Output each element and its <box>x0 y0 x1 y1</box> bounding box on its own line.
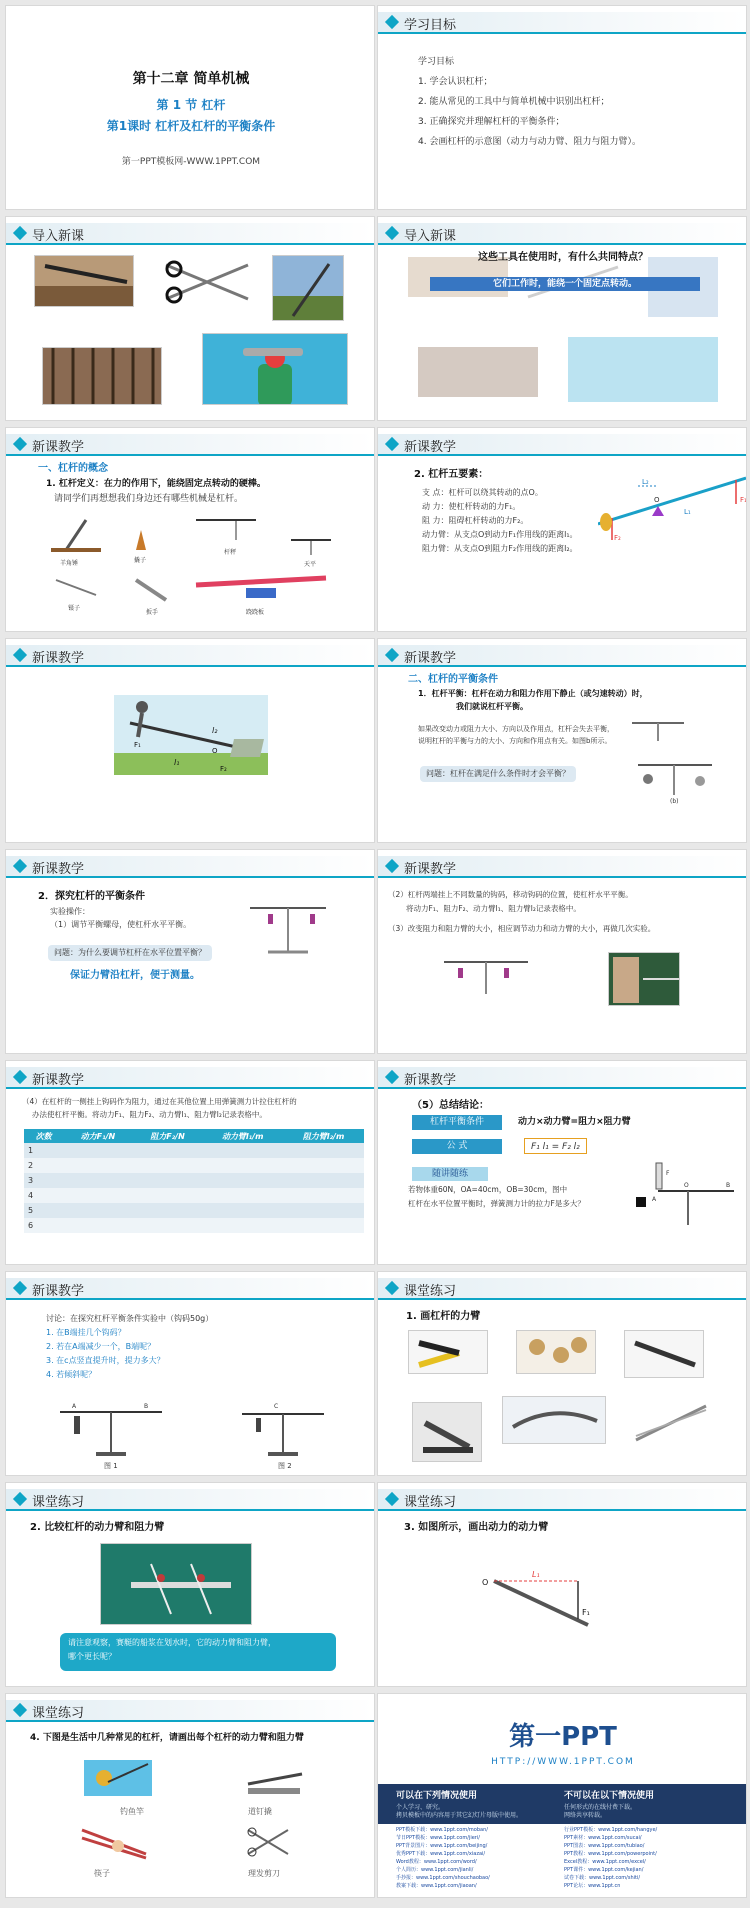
example-label: 撬子 <box>134 557 147 564</box>
diagram-label: C <box>274 1403 279 1410</box>
resource-link[interactable]: PPT课件：www.1ppt.com/kejian/ <box>564 1867 644 1873</box>
diagram-label: l₂ <box>212 726 218 735</box>
section-heading: 3. 如图所示，画出动力的动力臂 <box>404 1522 549 1533</box>
discussion-question: 3. 在c点竖直提升时，提力多大？ <box>46 1356 165 1365</box>
row-index: 3 <box>24 1173 63 1188</box>
column-header: 阻力臂l₂/m <box>283 1129 364 1143</box>
diagram-label: O <box>684 1182 689 1189</box>
pliers-photo <box>408 1330 488 1374</box>
slide-discussion[interactable] <box>5 1271 375 1476</box>
element-line: 动 力：使杠杆转动的力F₁。 <box>422 502 521 511</box>
figure-caption: 图 1 <box>104 1462 118 1470</box>
slide-header <box>6 856 374 878</box>
cutter-photo <box>502 1396 606 1444</box>
section-heading: 1. 画杠杆的力臂 <box>406 1311 481 1322</box>
slide-header <box>6 645 374 667</box>
column-header: 阻力F₂/N <box>133 1129 203 1143</box>
worker-lever-picture <box>114 695 268 775</box>
slide-intro-question[interactable] <box>377 216 747 421</box>
table-row <box>24 1173 364 1188</box>
tweezers-photo <box>630 1400 710 1446</box>
slide-practice-3[interactable] <box>377 1482 747 1687</box>
slide-header <box>6 1067 374 1089</box>
nail-clipper-photo <box>624 1330 704 1378</box>
goal-item: 1. 学会认识杠杆； <box>418 77 493 87</box>
resource-link[interactable]: Word教程：www.1ppt.com/word/ <box>396 1859 477 1865</box>
header-title: 新课教学 <box>32 651 85 666</box>
table-row <box>24 1188 364 1203</box>
formula-text: 动力×动力臂=阻力×阻力臂 <box>518 1117 631 1127</box>
example-label: 羊角锤 <box>60 560 79 567</box>
can-use-item: 拷贝模板中的内容用于其它幻灯片母版中使用。 <box>396 1812 523 1819</box>
resource-link[interactable]: PPT素材：www.1ppt.com/sucai/ <box>564 1835 642 1841</box>
question-text: 这些工具在使用时，有什么共同特点？ <box>478 252 648 263</box>
crowbar-image <box>242 1770 306 1800</box>
slide-experiment-steps[interactable] <box>377 849 747 1054</box>
slide-data-table[interactable] <box>5 1060 375 1265</box>
paragraph-text: 说明杠杆的平衡与力的大小、方向和作用点有关。如图b所示。 <box>418 737 612 745</box>
column-header: 动力臂l₁/m <box>202 1129 283 1143</box>
diagram-label: L₂ <box>642 478 649 486</box>
discussion-question: 2. 若在A端减少一个，B端呢？ <box>46 1342 156 1351</box>
slide-header <box>378 12 746 34</box>
table-header-row <box>24 1129 364 1143</box>
pruner-photo <box>272 255 344 321</box>
header-title: 新课教学 <box>32 862 85 877</box>
header-title: 新课教学 <box>404 1073 457 1088</box>
practice-tag: 随讲随练 <box>412 1167 488 1181</box>
resource-link[interactable]: PPT背景图片：www.1ppt.com/beijing/ <box>396 1843 488 1849</box>
header-title: 新课教学 <box>404 862 457 877</box>
step-text: （2）杠杆两端挂上不同数量的钩码，移动钩码的位置，使杠杆水平平衡。 <box>388 890 633 899</box>
instruction-text: （4）在杠杆的一侧挂上钩码作为阻力，通过在其他位置上用弹簧测力计拉住杠杆的 <box>22 1097 297 1106</box>
instruction-text: 办法使杠杆平衡。将动力F₁、阻力F₂、动力臂l₁、阻力臂l₂记录表格中。 <box>32 1110 267 1119</box>
hair-scissors-image <box>242 1824 294 1860</box>
section-heading: 2．探究杠杆的平衡条件 <box>38 891 145 902</box>
lever-arm-diagram <box>478 1567 618 1647</box>
tool-label: 理发剪刀 <box>248 1869 280 1878</box>
slide-header <box>378 1278 746 1300</box>
discussion-question: 4. 若倾斜呢？ <box>46 1370 97 1379</box>
diagram-label: B <box>726 1182 731 1189</box>
diagram-label: A <box>652 1196 657 1203</box>
element-line: 动力臂：从支点O到动力F₁作用线的距离l₁。 <box>422 530 578 539</box>
lever-definition: 1. 杠杆定义：在力的作用下，能绕固定点转动的硬棒。 <box>46 479 266 489</box>
discussion-intro: 讨论：在探究杠杆平衡条件实验中（钩码50g） <box>46 1314 214 1323</box>
example-label: 扳手 <box>146 609 159 616</box>
paragraph-text: 如果改变动力或阻力大小、方向以及作用点，杠杆会失去平衡， <box>418 725 614 733</box>
resource-link[interactable]: 优秀PPT下载：www.1ppt.com/xiazai/ <box>396 1851 486 1857</box>
figure-caption: (b) <box>670 798 679 805</box>
slide-header <box>378 856 746 878</box>
diagram-label: F <box>666 1170 670 1177</box>
cannot-use-title: 不可以在以下情况使用 <box>564 1791 655 1801</box>
cannot-use-item: 任何形式的在线付费下载。 <box>564 1804 637 1811</box>
slide-header <box>378 434 746 456</box>
saw-photo <box>34 255 134 307</box>
fishing-rod-image <box>84 1760 152 1796</box>
diagram-label: O <box>482 1578 489 1587</box>
section-title: 第 1 节 杠杆 <box>156 98 226 112</box>
five-elements-diagram <box>598 464 747 544</box>
resource-link[interactable]: PPT图表：www.1ppt.com/tubiao/ <box>564 1843 645 1849</box>
column-header: 次数 <box>24 1129 63 1143</box>
answer-banner: 它们工作时，能绕一个固定点转动。 <box>430 277 700 291</box>
step-text: （1）调节平衡螺母，使杠杆水平平衡。 <box>50 920 192 929</box>
tool-label: 筷子 <box>94 1869 110 1878</box>
resource-link[interactable]: PPT教程：www.1ppt.com/powerpoint/ <box>564 1851 657 1857</box>
row-index: 2 <box>24 1158 63 1173</box>
section-heading: 2. 杠杆五要素： <box>414 469 489 480</box>
can-use-title: 可以在下列情况使用 <box>396 1791 478 1801</box>
slide-practice-1[interactable] <box>377 1271 747 1476</box>
resource-link[interactable]: PPT论坛：www.1ppt.cn <box>564 1883 621 1889</box>
links-area <box>378 1824 747 1898</box>
slide-header <box>378 223 746 245</box>
diagram-label: O <box>212 747 218 755</box>
header-title: 课堂练习 <box>404 1284 457 1299</box>
chopsticks-image <box>78 1824 150 1860</box>
section-heading: 二、杠杆的平衡条件 <box>408 674 498 685</box>
slide-header <box>6 434 374 456</box>
goals-intro: 学习目标 <box>418 57 455 67</box>
chapter-title: 第十二章 简单机械 <box>132 71 250 87</box>
example-label: 天平 <box>304 561 317 568</box>
slide-goals[interactable] <box>377 5 747 210</box>
formula-box: F₁ l₁ = F₂ l₂ <box>524 1138 587 1154</box>
bottle-opener-photo <box>202 333 348 405</box>
resource-link[interactable]: 试卷下载：www.1ppt.com/shiti/ <box>564 1875 641 1881</box>
step-text: （3）改变阻力和阻力臂的大小，相应调节动力和动力臂的大小，再做几次实验。 <box>388 924 656 933</box>
brand-url: HTTP://WWW.1PPT.COM <box>491 1757 635 1767</box>
slide-header <box>378 1067 746 1089</box>
header-title: 新课教学 <box>32 440 85 455</box>
diagram-label: F₂ <box>220 765 227 773</box>
table-row <box>24 1158 364 1173</box>
formula-tag: 公 式 <box>412 1139 502 1154</box>
row-index: 1 <box>24 1143 63 1158</box>
note-box <box>60 1633 336 1671</box>
fence-photo <box>42 347 162 405</box>
header-title: 新课教学 <box>32 1073 85 1088</box>
table-row <box>24 1143 364 1158</box>
resource-link[interactable]: PPT模板下载：www.1ppt.com/moban/ <box>396 1827 488 1833</box>
section-heading: 2. 比较杠杆的动力臂和阻力臂 <box>30 1522 165 1533</box>
diagram-label: l₁ <box>174 758 180 767</box>
slide-header <box>378 645 746 667</box>
figure-caption: 图 2 <box>278 1462 292 1470</box>
slide-experiment[interactable] <box>5 849 375 1054</box>
tool-label: 钓鱼竿 <box>120 1807 144 1816</box>
practice-question: 杠杆在水平位置平衡时，弹簧测力计的拉力F是多大？ <box>408 1199 585 1208</box>
question-box: 问题：为什么要调节杠杆在水平位置平衡？ <box>48 945 212 961</box>
brand-logo: 第一PPT <box>509 1722 617 1752</box>
slide-lever-concept[interactable] <box>5 427 375 632</box>
prompt-text: 请同学们再想想我们身边还有哪些机械是杠杆。 <box>54 494 244 504</box>
stapler-photo <box>412 1402 482 1462</box>
header-title: 导入新课 <box>404 229 457 244</box>
table-row <box>24 1203 364 1218</box>
resource-link[interactable]: 节日PPT模板：www.1ppt.com/jieri/ <box>396 1835 480 1841</box>
header-title: 导入新课 <box>32 229 85 244</box>
example-label: 杆秤 <box>224 549 237 556</box>
header-title: 新课教学 <box>404 440 457 455</box>
condition-tag: 杠杆平衡条件 <box>412 1115 502 1130</box>
resource-link[interactable]: 行业PPT模板：www.1ppt.com/hangye/ <box>564 1827 658 1833</box>
balance-definition: 我们就说杠杆平衡。 <box>456 702 528 711</box>
lesson-title: 第1课时 杠杆及杠杆的平衡条件 <box>106 119 276 133</box>
data-table <box>24 1129 364 1233</box>
spring-scale-lever <box>628 1161 738 1233</box>
slide-copyright[interactable] <box>377 1693 747 1898</box>
resource-link[interactable]: 教案下载：www.1ppt.com/jiaoan/ <box>396 1883 477 1889</box>
slide-lever-picture[interactable] <box>5 638 375 843</box>
goal-item: 4. 会画杠杆的示意图（动力与动力臂、阻力与阻力臂）。 <box>418 137 641 147</box>
header-title: 学习目标 <box>404 18 457 33</box>
footer-text: 第一PPT模板网-WWW.1PPT.COM <box>121 157 261 167</box>
example-label: 镊子 <box>68 605 81 612</box>
diagram-label: B <box>144 1403 149 1410</box>
section-heading: （5）总结结论： <box>412 1100 489 1111</box>
slide-title[interactable] <box>5 5 375 210</box>
experiment-photo <box>608 952 680 1006</box>
goal-item: 3. 正确探究并理解杠杆的平衡条件； <box>418 117 565 127</box>
element-line: 阻 力：阻碍杠杆转动的力F₂。 <box>422 516 529 525</box>
answer-text: 保证力臂沿杠杆，便于测量。 <box>70 970 200 981</box>
resource-link[interactable]: 手抄报：www.1ppt.com/shouchaobao/ <box>396 1875 490 1881</box>
figure-1 <box>56 1390 166 1470</box>
diagram-label: F₁ <box>740 496 747 504</box>
diagram-label: A <box>72 1403 77 1410</box>
element-line: 阻力臂：从支点O到阻力F₂作用线的距离l₂。 <box>422 544 578 553</box>
resource-link[interactable]: 个人简历：www.1ppt.com/jianli/ <box>396 1867 474 1873</box>
diagram-label: L₁ <box>532 1570 540 1579</box>
diagram-label: F₂ <box>614 534 621 542</box>
slide-intro-photos[interactable] <box>5 216 375 421</box>
discussion-question: 1. 在B端挂几个钩码？ <box>46 1328 126 1337</box>
lever-examples-figure <box>46 510 346 620</box>
section-heading: 一、杠杆的概念 <box>38 463 108 474</box>
balance-figure-b <box>634 751 718 805</box>
note-text: 哪个更长呢？ <box>68 1652 116 1661</box>
header-title: 新课教学 <box>32 1284 85 1299</box>
header-title: 课堂练习 <box>32 1706 85 1721</box>
section-heading: 4. 下图是生活中几种常见的杠杆，请画出每个杠杆的动力臂和阻力臂 <box>30 1733 304 1743</box>
note-text: 请注意观察，赛艇的船浆在划水时，它的动力臂和阻力臂， <box>68 1638 276 1647</box>
slide-header <box>6 1278 374 1300</box>
header-title: 课堂练习 <box>404 1495 457 1510</box>
diagram-label: F₁ <box>134 741 141 749</box>
info-panel <box>378 1784 747 1898</box>
row-index: 4 <box>24 1188 63 1203</box>
slide-header <box>6 1489 374 1511</box>
slide-five-elements[interactable] <box>377 427 747 632</box>
practice-question: 若物体重60N，OA=40cm，OB=30cm，图中 <box>408 1185 568 1194</box>
slide-practice-2[interactable] <box>5 1482 375 1687</box>
lever-apparatus <box>440 954 532 998</box>
row-index: 6 <box>24 1218 63 1233</box>
diagram-label: F₁ <box>582 1608 590 1617</box>
cookies-photo <box>516 1330 596 1374</box>
slide-practice-4[interactable] <box>5 1693 375 1898</box>
slide-header <box>6 223 374 245</box>
slide-header <box>6 1700 374 1722</box>
resource-link[interactable]: Excel教程：www.1ppt.com/excel/ <box>564 1859 646 1865</box>
step-text: 将动力F₁、阻力F₂、动力臂l₁、阻力臂l₂记录表格中。 <box>406 904 581 913</box>
header-title: 新课教学 <box>404 651 457 666</box>
operation-label: 实验操作： <box>50 907 90 916</box>
lever-apparatus <box>246 900 330 960</box>
element-line: 支 点：杠杆可以绕其转动的点O。 <box>422 488 543 497</box>
tool-label: 道钉撬 <box>248 1807 272 1816</box>
goal-item: 2. 能从常见的工具中与简单机械中识别出杠杆； <box>418 97 610 107</box>
slide-conclusion[interactable] <box>377 1060 747 1265</box>
diagram-label: L₁ <box>684 508 691 516</box>
can-use-item: 个人学习、研究。 <box>396 1804 445 1811</box>
scissors-photo <box>156 255 256 307</box>
rowing-photo <box>100 1543 252 1625</box>
row-index: 5 <box>24 1203 63 1218</box>
slide-header <box>378 1489 746 1511</box>
slide-balance-condition[interactable] <box>377 638 747 843</box>
cannot-use-item: 网络共享转载。 <box>564 1812 607 1819</box>
table-row <box>24 1218 364 1233</box>
figure-2 <box>238 1390 328 1470</box>
diagram-label: O <box>654 496 660 504</box>
balance-figure-a <box>628 713 688 743</box>
balance-definition: 1．杠杆平衡：杠杆在动力和阻力作用下静止（或匀速转动）时， <box>418 689 648 698</box>
column-header: 动力F₁/N <box>63 1129 133 1143</box>
header-title: 课堂练习 <box>32 1495 85 1510</box>
question-box: 问题：杠杆在满足什么条件时才会平衡？ <box>420 766 576 782</box>
example-label: 跷跷板 <box>246 609 265 616</box>
